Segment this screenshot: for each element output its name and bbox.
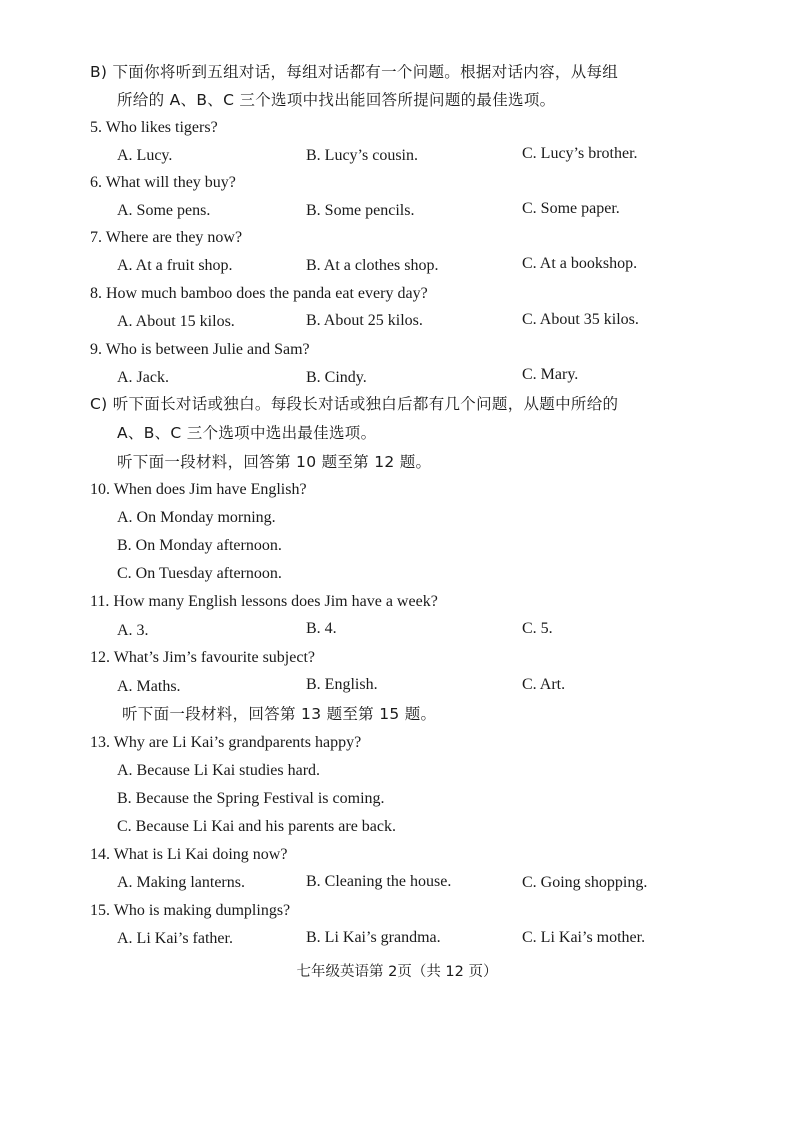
question-13-option-a: A. Because Li Kai studies hard. <box>117 762 321 779</box>
question-9-option-c: C. Mary. <box>522 366 579 383</box>
question-12-option-b: B. English. <box>306 676 378 693</box>
question-10-option-c: C. On Tuesday afternoon. <box>117 565 282 582</box>
question-7-option-b: B. At a clothes shop. <box>306 257 439 274</box>
question-11-option-a: A. 3. <box>117 622 149 639</box>
question-10-option-a: A. On Monday morning. <box>117 509 276 526</box>
question-13-option-c: C. Because Li Kai and his parents are back. <box>117 818 397 835</box>
question-14: 14. What is Li Kai doing now? <box>90 846 288 863</box>
question-6-option-a: A. Some pens. <box>117 202 211 219</box>
question-8-option-b: B. About 25 kilos. <box>306 312 423 329</box>
question-10: 10. When does Jim have English? <box>90 481 307 498</box>
question-5: 5. Who likes tigers? <box>90 119 218 136</box>
question-7-option-a: A. At a fruit shop. <box>117 257 233 274</box>
section-c-instruction-line2: A、B、C 三个选项中选出最佳选项。 <box>117 424 377 442</box>
question-11: 11. How many English lessons does Jim have a week? <box>90 593 438 610</box>
question-14-option-b: B. Cleaning the house. <box>306 873 452 890</box>
material-2-instruction: 听下面一段材料，回答第 13 题至第 15 题。 <box>122 705 437 723</box>
question-12: 12. What’s Jim’s favourite subject? <box>90 649 315 666</box>
question-6-option-c: C. Some paper. <box>522 200 620 217</box>
question-15-option-a: A. Li Kai’s father. <box>117 930 233 947</box>
question-5-option-a: A. Lucy. <box>117 147 173 164</box>
question-6: 6. What will they buy? <box>90 174 236 191</box>
question-15: 15. Who is making dumplings? <box>90 902 291 919</box>
section-c-instruction-line1: C) 听下面长对话或独白。每段长对话或独白后都有几个问题，从题中所给的 <box>90 395 619 413</box>
question-9: 9. Who is between Julie and Sam? <box>90 341 310 358</box>
page-footer: 七年级英语第 2页（共 12 页） <box>296 964 498 980</box>
question-12-option-c: C. Art. <box>522 676 566 693</box>
question-14-option-a: A. Making lanterns. <box>117 874 245 891</box>
material-1-instruction: 听下面一段材料，回答第 10 题至第 12 题。 <box>117 453 432 471</box>
question-7: 7. Where are they now? <box>90 229 243 246</box>
question-13-option-b: B. Because the Spring Festival is coming. <box>117 790 385 807</box>
question-8: 8. How much bamboo does the panda eat every day? <box>90 285 428 302</box>
question-13: 13. Why are Li Kai’s grandparents happy? <box>90 734 362 751</box>
question-6-option-b: B. Some pencils. <box>306 202 415 219</box>
question-8-option-c: C. About 35 kilos. <box>522 311 639 328</box>
question-11-option-c: C. 5. <box>522 620 553 637</box>
question-5-option-c: C. Lucy’s brother. <box>522 145 638 162</box>
question-5-option-b: B. Lucy’s cousin. <box>306 147 418 164</box>
question-12-option-a: A. Maths. <box>117 678 181 695</box>
section-b-instruction-line1: B) 下面你将听到五组对话，每组对话都有一个问题。根据对话内容，从每组 <box>90 63 619 81</box>
question-11-option-b: B. 4. <box>306 620 337 637</box>
question-9-option-b: B. Cindy. <box>306 369 367 386</box>
question-15-option-b: B. Li Kai’s grandma. <box>306 929 441 946</box>
question-15-option-c: C. Li Kai’s mother. <box>522 929 646 946</box>
question-14-option-c: C. Going shopping. <box>522 874 648 891</box>
question-9-option-a: A. Jack. <box>117 369 169 386</box>
question-10-option-b: B. On Monday afternoon. <box>117 537 282 554</box>
question-7-option-c: C. At a bookshop. <box>522 255 638 272</box>
question-8-option-a: A. About 15 kilos. <box>117 313 235 330</box>
section-b-instruction-line2: 所给的 A、B、C 三个选项中找出能回答所提问题的最佳选项。 <box>117 91 556 109</box>
